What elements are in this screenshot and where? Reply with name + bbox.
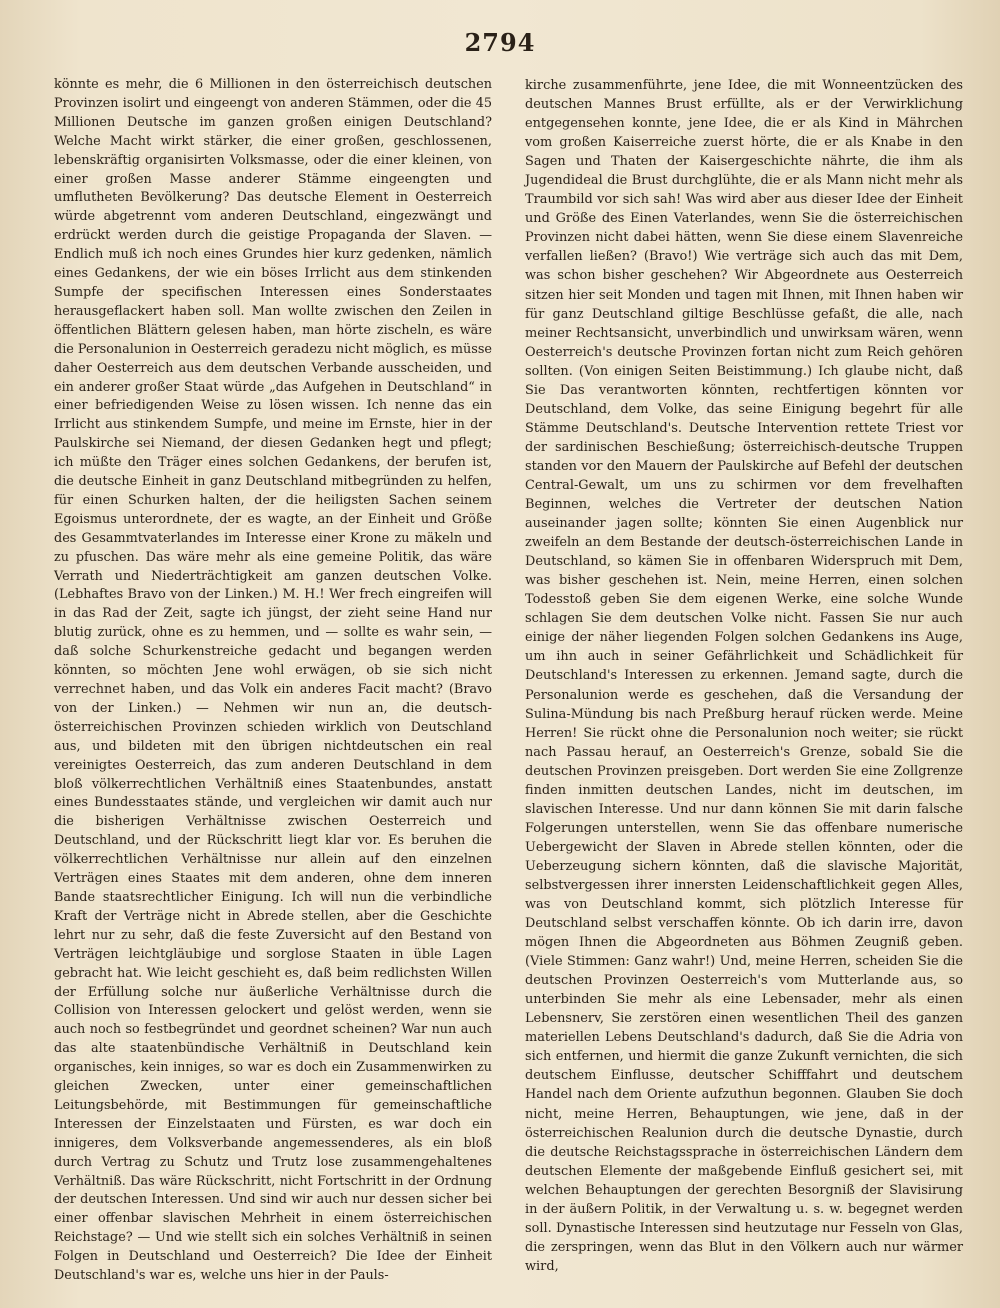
left-column: [54, 76, 492, 1286]
page-number: 2794: [464, 28, 536, 57]
left-column-text: könnte es mehr, die 6 Millionen in den österreichisch deutschen Provinzen isolirt und eingeengt von anderen Stämmen, oder die 45 Millionen Deutsche im ganzen großen einigen Deutschland? Welche Macht wirkt stärker, die einer großen, geschlossenen, lebenskräftig organisirten Volksmasse, oder die einer kleinen, von einer großen Masse anderer Stämme eingeengten und umflutheten Bevölkerung? Das deutsche Element in Oesterreich würde abgetrennt vom anderen Deutschland, eingezwängt und erdrückt werden durch die geistige Propaganda der Slaven. — Endlich muß ich noch eines Grundes hier kurz gedenken, nämlich eines Gedankens, der wie ein böses Irrlicht aus dem stinkenden Sumpfe der specifischen Interessen eines Sonderstaates herausgeflackert haben soll. Man wollte zwischen den Zeilen in öffentlichen Blättern gelesen haben, man hörte zischeln, es wäre die Personalunion in Oesterreich geradezu nicht möglich, es müsse daher Oesterreich aus dem deutschen Verbande ausscheiden, und ein anderer großer Staat würde „das Aufgehen in Deutschland“ in einer befriedigenden Weise zu lösen wissen. Ich nenne das ein Irrlicht aus stinkendem Sumpfe, und meine im Ernste, hier in der Paulskirche sei Niemand, der diesen Gedanken hegt und pflegt; ich müßte den Träger eines solchen Gedankens, der berufen ist, die deutsche Einheit in ganz Deutschland mitbegründen zu helfen, für einen Schurken halten, der die heiligsten Sachen seinem Egoismus unterordnete, der es wagte, an der Einheit und Größe des Gesammtvaterlandes im Interesse einer Krone zu mäkeln und zu pfuschen. Das wäre mehr als eine gemeine Politik, das wäre Verrath und Niederträchtigkeit am ganzen deutschen Volke. (Lebhaftes Bravo von der Linken.) M. H.! Wer frech eingreifen will in das Rad der Zeit, sagte ich jüngst, der zieht seine Hand nur blutig zurück, ohne es zu hemmen, und — sollte es wahr sein, — daß solche Schurkenstreiche gedacht und begangen werden könnten, so möchten Jene wohl erwägen, ob sie sich nicht verrechnet haben, und das Volk ein anderes Facit macht? (Bravo von der Linken.) — Nehmen wir nun an, die deutsch-österreichischen Provinzen schieden wirklich von Deutschland aus, und bildeten mit den übrigen nichtdeutschen ein real vereinigtes Oesterreich, das zum anderen Deutschland in dem bloß völkerrechtlichen Verhältniß eines Staatenbundes, anstatt eines Bundesstaates stände, und vergleichen wir damit auch nur die bisherigen Verhältnisse zwischen Oesterreich und Deutschland, und der Rückschritt liegt klar vor. Es beruhen die völkerrechtlichen Verhältnisse nur allein auf den einzelnen Verträgen eines Staates mit dem anderen, ohne dem inneren Bande staatsrechtlicher Einigung. Ich will nun die verbindliche Kraft der Verträge nicht in Abrede stellen, aber die Geschichte lehrt nur zu sehr, daß die feste Zuversicht auf den Bestand von Verträgen leichtgläubige und sorglose Staaten in üble Lagen gebracht hat. Wie leicht geschieht es, daß beim redlichsten Willen der Erfüllung solche nur äußerliche Verhältnisse durch die Collision von Interessen gelockert und gelöst werden, wenn sie auch noch so festbegründet und geordnet scheinen? War nun auch das alte staatenbündische Verhältniß in Deutschland kein organisches, kein inniges, so war es doch ein Zusammenwirken zu gleichen Zwecken, unter einer gemeinschaftlichen Leitungsbehörde, mit Bestimmungen für gemeinschaftliche Interessen der Einzelstaaten und Fürsten, es war doch ein innigeres, dem Volksverbande angemessenderes, als ein bloß durch Vertrag zu Schutz und Trutz lose zusammengehaltenes Verhältniß. Das wäre Rückschritt, nicht Fortschritt in der Ordnung der deutschen Interessen. Und sind wir auch nur dessen sicher bei einer offenbar slavischen Mehrheit in einem österreichischen Reichstage? — Und wie stellt sich ein solches Verhältniß in seinen Folgen in Deutschland und Oesterreich? Die Idee der Einheit Deutschland's war es, welche uns hier in der Pauls-: [54, 77, 492, 1284]
right-column-text: kirche zusammenführte, jene Idee, die mit Wonneentzücken des deutschen Mannes Brust erfüllte, als er der Verwirklichung entgegensehen konnte, jene Idee, die er als Kind in Mährchen vom großen Kaiserreiche zuerst hörte, die er als Knabe in den Sagen und Thaten der Kaisergeschichte nährte, die ihm als Jugendideal die Brust durchglühte, die er als Mann nicht mehr als Traumbild vor sich sah! Was wird aber aus dieser Idee der Einheit und Größe des Einen Vaterlandes, wenn Sie die österreichischen Provinzen nicht dabei hätten, wenn Sie diese einem Slavenreiche verfallen ließen? (Bravo!) Wie verträge sich auch das mit Dem, was schon bisher geschehen? Wir Abgeordnete aus Oesterreich sitzen hier seit Monden und tagen mit Ihnen, mit Ihnen haben wir für ganz Deutschland giltige Beschlüsse gefaßt, die alle, nach meiner Rechtsansicht, unverbindlich und unwirksam wären, wenn Oesterreich's deutsche Provinzen fortan nicht zum Reich gehören sollten. (Von einigen Seiten Beistimmung.) Ich glaube nicht, daß Sie Das verantworten könnten, rechtfertigen könnten vor Deutschland, dem Volke, das seine Einigung begehrt für alle Stämme Deutschland's. Deutsche Intervention rettete Triest vor der sardinischen Beschießung; österreichisch-deutsche Truppen standen vor den Mauern der Paulskirche auf Befehl der deutschen Central-Gewalt, um uns zu schirmen vor dem frevelhaften Beginnen, welches die Vertreter der deutschen Nation auseinander jagen sollte; könnten Sie einen Augenblick nur zweifeln an dem Bestande der deutsch-österreichischen Lande in Deutschland, so kämen Sie in offenbaren Widerspruch mit Dem, was bisher geschehen ist. Nein, meine Herren, einen solchen Todesstoß geben Sie dem eigenen Werke, eine solche Wunde schlagen Sie dem deutschen Volke nicht. Fassen Sie nur auch einige der näher liegenden Folgen solchen Gedankens ins Auge, um ihn auch in seiner Gefährlichkeit und Schädlichkeit für Deutschland's Interessen zu erkennen. Jemand sagte, durch die Personalunion werde es geschehen, daß die Versandung der Sulina-Mündung bis nach Preßburg herauf rücken werde. Meine Herren! Sie rückt ohne die Personalunion noch weiter; sie rückt nach Passau herauf, an Oesterreich's Grenze, sobald Sie die deutschen Provinzen preisgeben. Dort werden Sie eine Zollgrenze finden inmitten deutschen Landes, nicht im deutschen, im slavischen Interesse. Und nur dann können Sie mit darin falsche Folgerungen unterstellen, wenn Sie das offenbare numerische Uebergewicht der Slaven in Abrede stellen könnten, oder die Ueberzeugung sichern könnten, daß die slavische Majorität, selbstvergessen ihrer innersten Leidenschaftlichkeit gegen Alles, was von Deutschland kommt, sich plötzlich Interesse für Deutschland selbst verschaffen könnte. Ob ich darin irre, davon mögen Ihnen die Abgeordneten aus Böhmen Zeugniß geben. (Viele Stimmen: Ganz wahr!) Und, meine Herren, scheiden Sie die deutschen Provinzen Oesterreich's vom Mutterlande aus, so unterbinden Sie mehr als eine Lebensader, mehr als einen Lebensnerv, Sie zerstören einen wesentlichen Theil des ganzen materiellen Lebens Deutschland's dadurch, daß Sie die Adria von sich entfernen, und hiermit die ganze Zukunft vernichten, die sich deutschem Einflusse, deutscher Schifffahrt und deutschem Handel nach dem Oriente aufzuthun begonnen. Glauben Sie doch nicht, meine Herren, Behauptungen, wie jene, daß in der österreichischen Realunion durch die deutsche Dynastie, durch die deutsche Reichstagssprache in österreichischen Ländern dem deutschen Elemente der maßgebende Einfluß gesichert sei, mit welchen Behauptungen der gerechten Besorgniß der Slavisirung in der äußern Politik, in der Verwaltung u. s. w. begegnet werden soll. Dynastische Interessen sind heutzutage nur Fesseln von Glas, die zerspringen, wenn das Blut in den Völkern auch nur wärmer wird,: [525, 78, 963, 1274]
right-column: [525, 76, 963, 1276]
